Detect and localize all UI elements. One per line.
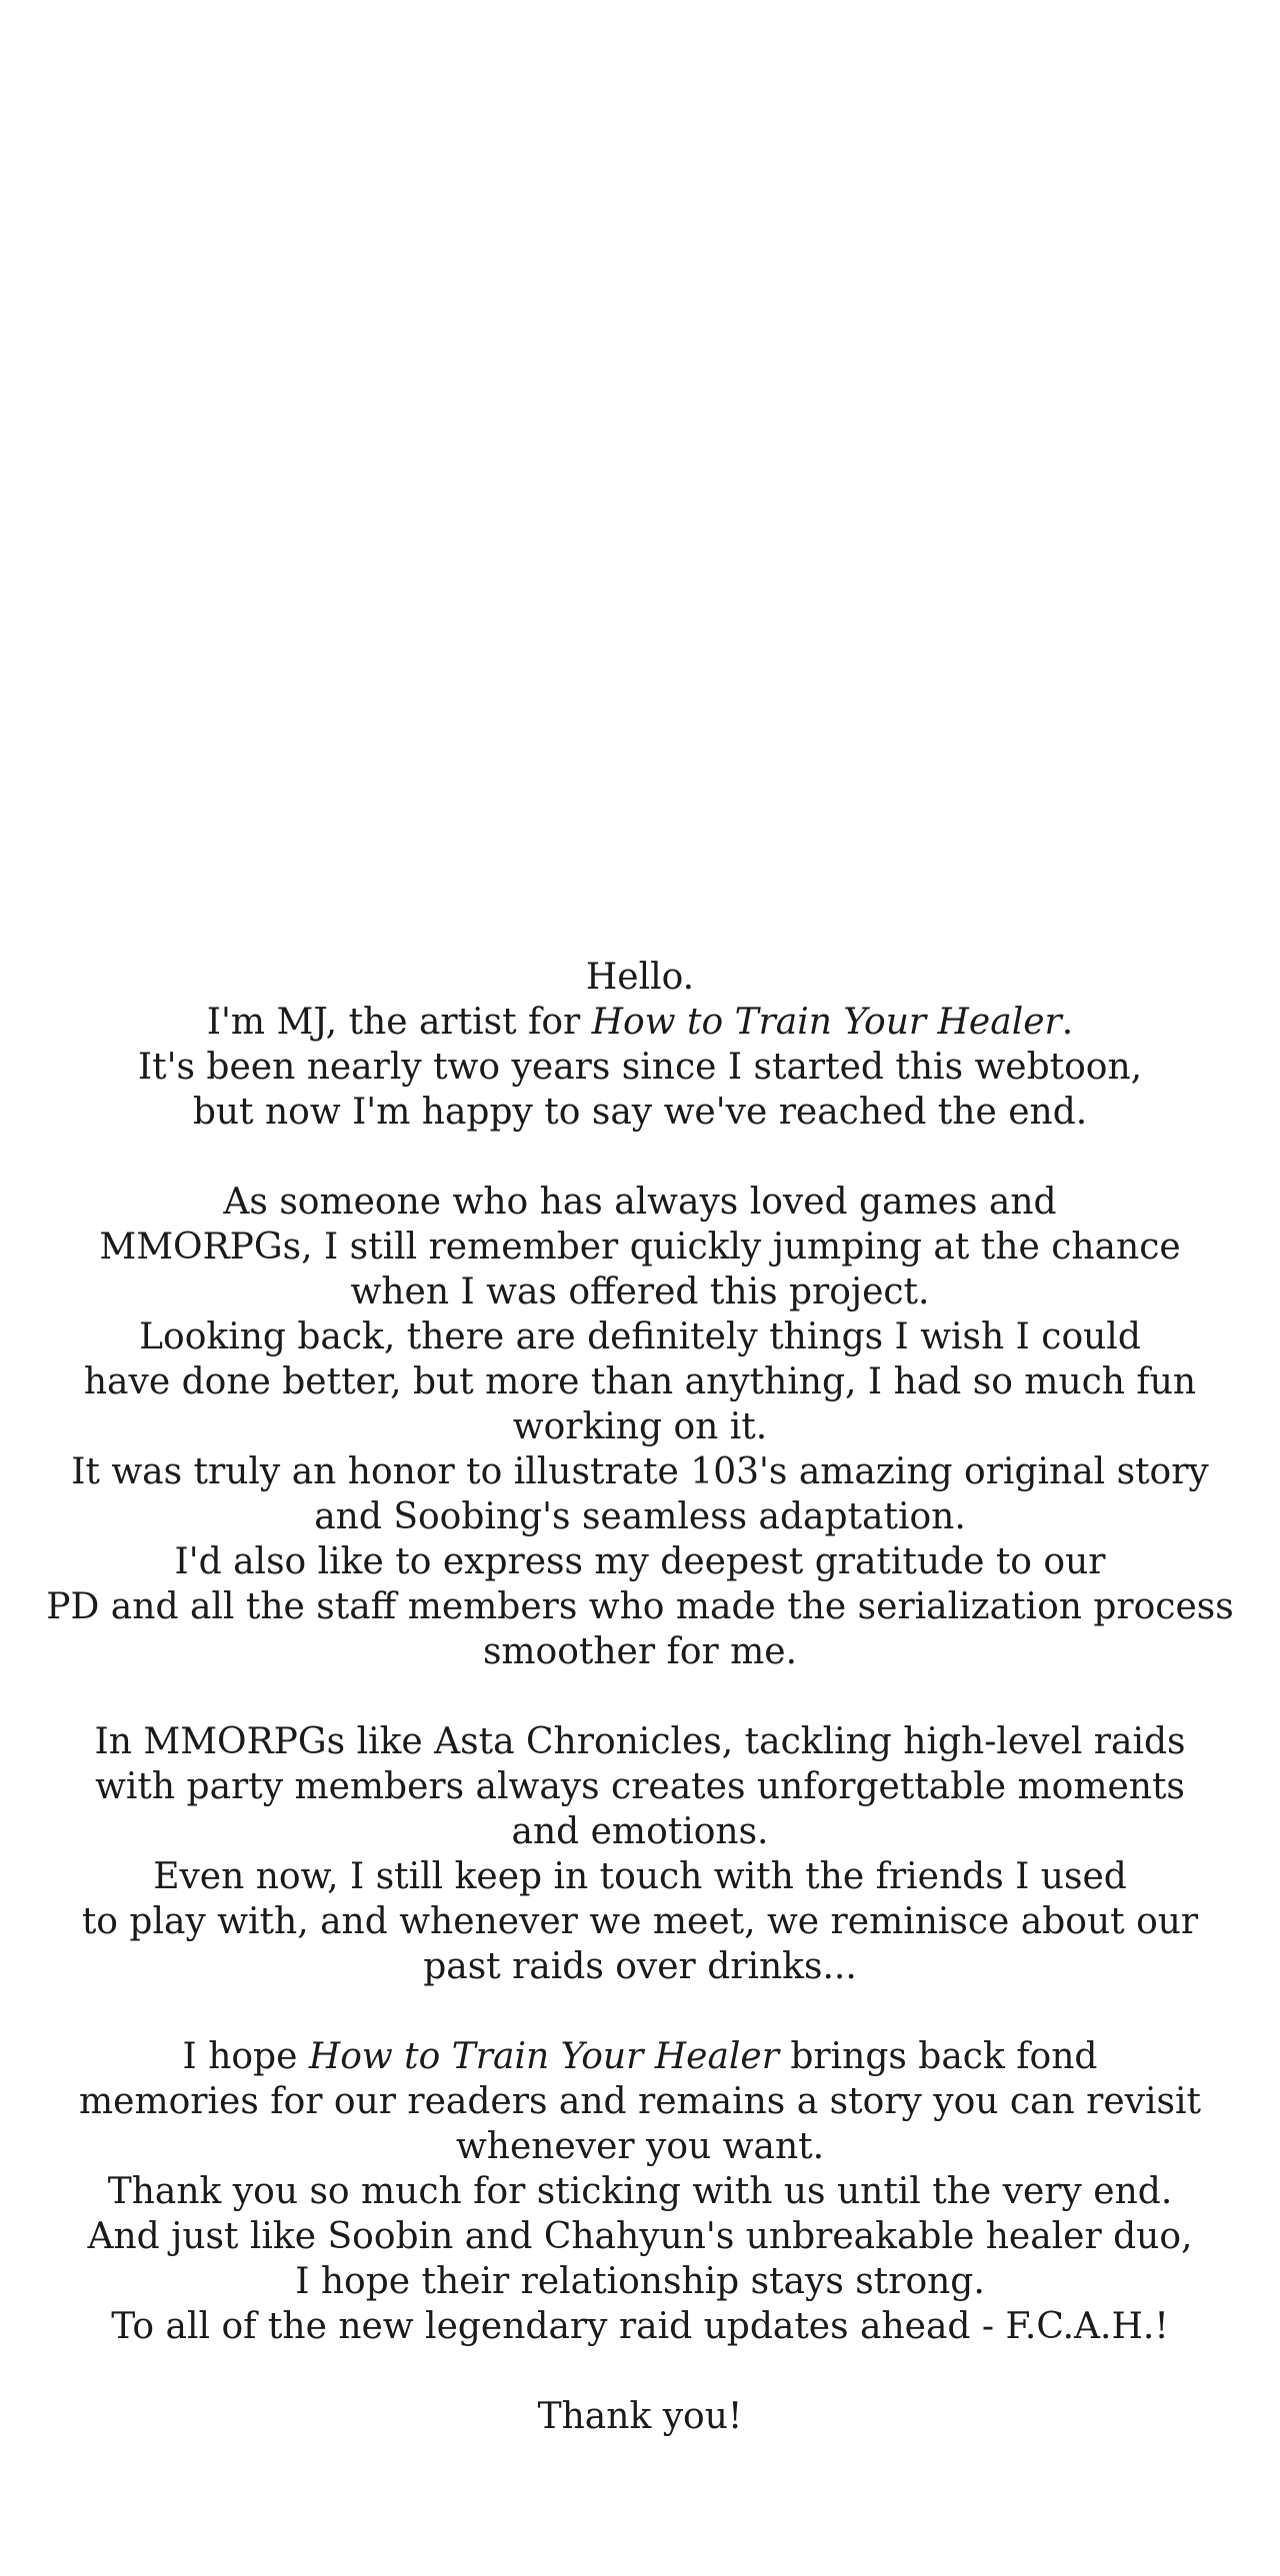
- paragraph-line: To all of the new legendary raid updates ahead - F.C.A.H.!: [111, 2306, 1169, 2347]
- paragraph-gap: [0, 1674, 1280, 1719]
- paragraph-line: It was truly an honor to illustrate 103's amazing original story: [71, 1451, 1209, 1492]
- paragraph-line: In MMORPGs like Asta Chronicles, tackling high-level raids: [94, 1721, 1186, 1762]
- hope-pre: I hope: [182, 2036, 309, 2077]
- intro-pre: I'm MJ, the artist for: [206, 1002, 592, 1043]
- paragraph-gap: [0, 1989, 1280, 2034]
- paragraph-line: MMORPGs, I still remember quickly jumping at the chance: [99, 1227, 1181, 1268]
- hope-line: [0, 2034, 1280, 2079]
- afterword-letter: [0, 955, 1280, 2439]
- paragraph-line: working on it.: [512, 1406, 768, 1447]
- closing: Thank you!: [537, 2396, 743, 2437]
- paragraph-gap: [0, 2349, 1280, 2394]
- intro-title: How to Train Your Healer: [591, 1002, 1062, 1043]
- paragraph-line: I hope their relationship stays strong.: [295, 2261, 985, 2302]
- paragraph-line: It's been nearly two years since I started this webtoon,: [137, 1047, 1143, 1088]
- paragraph-line: As someone who has always loved games and: [223, 1182, 1057, 1223]
- paragraph-line: And just like Soobin and Chahyun's unbreakable healer duo,: [87, 2216, 1193, 2257]
- greeting: Hello.: [585, 957, 695, 998]
- paragraph-line: to play with, and whenever we meet, we reminisce about our: [81, 1901, 1199, 1942]
- paragraph-line: when I was offered this project.: [350, 1272, 930, 1312]
- paragraph-line: memories for our readers and remains a story you can revisit: [79, 2081, 1201, 2122]
- paragraph-line: but now I'm happy to say we've reached the end.: [192, 1092, 1088, 1133]
- paragraph-line: Thank you so much for sticking with us until the very end.: [107, 2171, 1173, 2212]
- paragraph-line: Even now, I still keep in touch with the friends I used: [153, 1856, 1127, 1897]
- paragraph-line: have done better, but more than anything, I had so much fun: [83, 1361, 1197, 1402]
- paragraph-line: whenever you want.: [455, 2126, 825, 2167]
- paragraph-line: I'd also like to express my deepest gratitude to our: [174, 1541, 1106, 1582]
- intro-line: [0, 1000, 1280, 1045]
- paragraph-gap: [0, 1135, 1280, 1180]
- paragraph-line: Looking back, there are definitely things I wish I could: [139, 1316, 1141, 1357]
- paragraph-line: PD and all the staff members who made the serialization process: [46, 1586, 1234, 1627]
- hope-title: How to Train Your Healer: [308, 2036, 779, 2077]
- hope-post: brings back fond: [778, 2036, 1098, 2077]
- paragraph-line: past raids over drinks...: [423, 1946, 857, 1987]
- intro-post: .: [1061, 1002, 1074, 1043]
- paragraph-line: smoother for me.: [482, 1631, 798, 1672]
- paragraph-line: with party members always creates unforgettable moments: [95, 1766, 1185, 1807]
- paragraph-line: and emotions.: [511, 1811, 769, 1852]
- paragraph-line: and Soobing's seamless adaptation.: [314, 1496, 966, 1537]
